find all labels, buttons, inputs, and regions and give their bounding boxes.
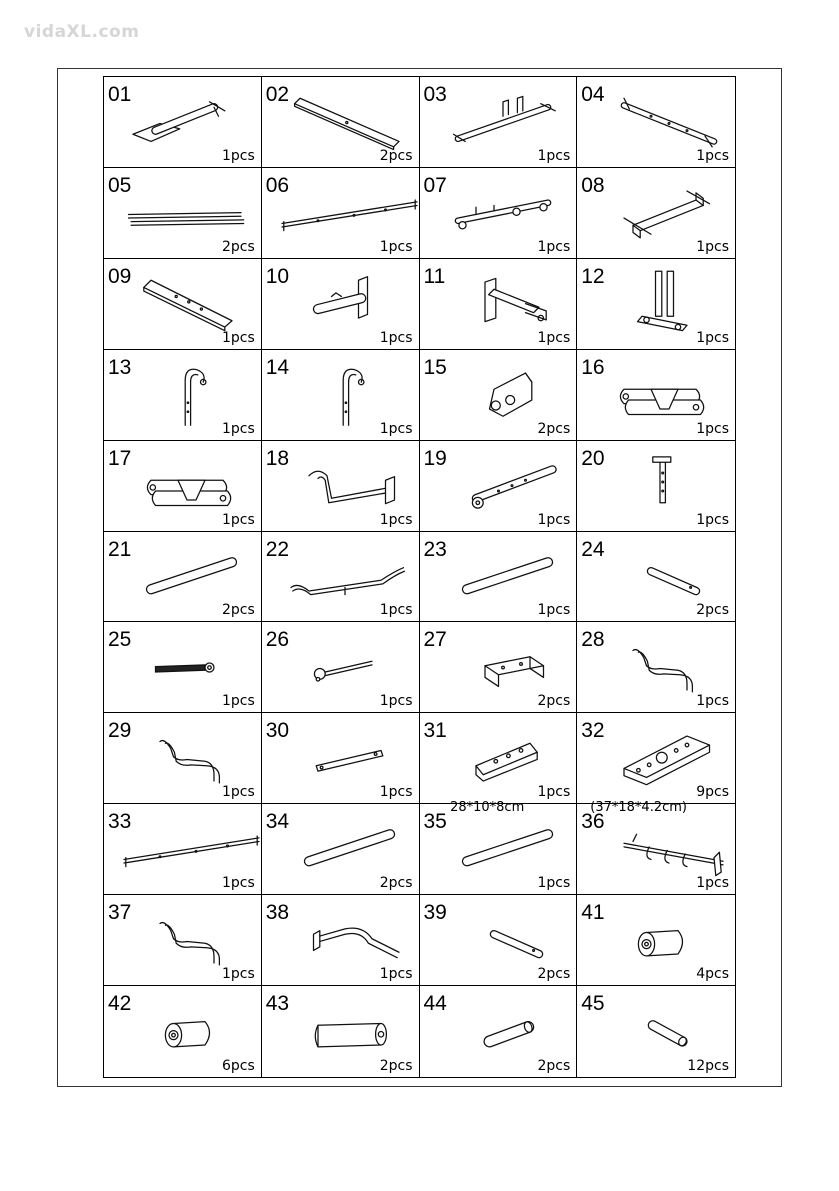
part-cell [577,622,735,713]
angle-bracket-icon [440,362,575,430]
part-cell [577,895,735,986]
part-number: 23 [423,537,447,561]
part-cell [262,622,420,713]
part-cell [104,622,262,713]
bent-tube-icon [124,725,259,793]
part-cell [420,168,578,259]
part-cell [104,168,262,259]
part-cell [262,168,420,259]
part-number: 35 [423,810,447,834]
part-number: 31 [423,719,447,743]
upright-post-icon [597,271,732,339]
part-number: 45 [581,992,605,1016]
part-quantity: 2pcs [537,420,571,437]
frame-with-brackets-icon [440,89,575,157]
part-quantity: 1pcs [379,420,413,437]
weight-plate-icon [597,725,732,793]
part-cell [262,986,420,1077]
part-cell [420,532,578,623]
part-quantity: 1pcs [696,693,729,710]
part-number: 42 [108,992,132,1016]
part-quantity: 1pcs [379,329,413,346]
part-cell [420,895,578,986]
long-rail-icon [124,816,259,884]
part-quantity: 1pcs [221,875,255,892]
part-cell [420,441,578,532]
part-cell [104,259,262,350]
part-cell [577,713,735,816]
bench-seat-frame-icon [124,89,259,157]
part-number: 03 [423,83,447,106]
part-quantity: 9pcs [696,784,729,801]
part-cell [577,350,735,441]
welded-bracket-icon [440,271,575,339]
part-cell [262,441,420,532]
part-cell [577,532,735,623]
part-quantity: 1pcs [221,420,255,437]
double-plate-bracket-icon [597,362,732,430]
part-cell [577,986,735,1077]
plate-with-tube-icon [282,271,417,339]
part-quantity: 1pcs [379,966,413,983]
square-tube-icon [124,271,259,339]
part-number: 28 [581,628,605,652]
part-quantity: 2pcs [696,602,729,619]
channel-bracket-icon [440,634,575,702]
part-dimensions: 28*10*8cm [450,800,525,816]
bent-tube-with-plate-icon [282,907,417,975]
part-quantity: 2pcs [537,693,571,710]
short-tube-icon [440,907,575,975]
foam-roller-long-icon [282,998,417,1066]
part-cell [577,804,735,895]
part-quantity: 1pcs [379,238,413,255]
part-cell [262,77,420,168]
part-quantity: 1pcs [537,602,571,619]
part-cell [262,804,420,895]
part-number: 16 [581,355,605,379]
part-number: 19 [423,446,447,470]
part-number: 08 [581,173,605,197]
part-number: 39 [423,901,447,925]
part-cell [262,532,420,623]
part-cell [420,350,578,441]
part-number: 37 [108,901,132,925]
bent-tube-icon [124,907,259,975]
hook-bar-icon [124,362,259,430]
part-quantity: 2pcs [221,602,255,619]
part-number: 29 [108,719,132,743]
part-quantity: 1pcs [379,602,413,619]
part-quantity: 1pcs [379,693,413,710]
part-cell [104,441,262,532]
part-cell [420,77,578,168]
part-cell [577,441,735,532]
parts-table [103,76,736,1078]
long-bracket-bar-icon [597,89,732,157]
part-number: 10 [265,264,290,288]
part-number: 05 [108,173,132,197]
square-frame-icon [597,180,732,248]
t-pin-icon [597,453,732,521]
part-number: 14 [265,355,290,379]
part-quantity: 4pcs [696,966,729,983]
foam-roller-icon [597,907,732,975]
part-quantity: 12pcs [687,1057,729,1074]
rail-with-rollers-icon [440,180,575,248]
part-quantity: 1pcs [537,238,571,255]
pad-block-icon [440,725,575,793]
vidaxl-logo: vidaXL.com [24,22,140,42]
part-cell [420,622,578,713]
part-quantity: 1pcs [379,511,413,528]
curved-bar-icon [282,544,417,612]
part-dimensions: (37*18*4.2cm) [590,800,687,816]
part-quantity: 1pcs [221,147,255,164]
part-quantity: 6pcs [221,1057,255,1074]
part-quantity: 1pcs [696,147,729,164]
part-cell [104,804,262,895]
part-quantity: 1pcs [537,875,571,892]
arm-with-pulley-icon [440,453,575,521]
tube-icon [440,544,575,612]
part-quantity: 1pcs [221,329,255,346]
bent-tube-icon [597,634,732,702]
part-quantity: 1pcs [696,329,729,346]
part-quantity: 1pcs [221,693,255,710]
part-number: 24 [581,537,605,561]
flat-bar-icon [282,89,417,157]
part-quantity: 1pcs [696,875,729,892]
part-quantity: 1pcs [221,966,255,983]
part-quantity: 1pcs [537,784,571,801]
part-number: 33 [108,810,132,834]
part-quantity: 2pcs [537,1057,571,1074]
part-number: 11 [423,264,446,288]
part-quantity: 1pcs [537,511,571,528]
part-cell [104,713,262,804]
part-quantity: 1pcs [537,147,571,164]
part-number: 43 [265,992,290,1016]
part-cell [577,259,735,350]
part-number: 34 [265,810,290,834]
pop-pin-icon [282,634,417,702]
part-cell [577,77,735,168]
part-quantity: 2pcs [379,147,413,164]
part-number: 12 [581,264,605,288]
part-number: 17 [108,446,132,470]
part-quantity: 1pcs [696,238,729,255]
part-quantity: 1pcs [221,511,255,528]
part-number: 15 [423,355,447,379]
part-quantity: 1pcs [696,420,729,437]
part-number: 38 [265,901,290,925]
thin-rods-icon [124,180,259,248]
curved-handle-icon [282,453,417,521]
part-cell [104,895,262,986]
part-cell [104,532,262,623]
part-cell [262,713,420,804]
part-number: 20 [581,446,605,470]
part-number: 36 [581,810,605,834]
part-quantity: 2pcs [379,1057,413,1074]
part-number: 26 [265,628,290,652]
part-quantity: 2pcs [379,875,413,892]
part-number: 13 [108,355,132,379]
part-number: 04 [581,83,605,106]
part-cell [262,350,420,441]
hook-rack-icon [597,816,732,884]
part-number: 41 [581,901,605,925]
part-number: 27 [423,628,447,652]
tube-icon [282,816,417,884]
hook-bar-icon [282,362,417,430]
part-number: 44 [423,992,447,1016]
part-number: 22 [265,537,290,561]
part-number: 18 [265,446,290,470]
tube-icon [124,544,259,612]
part-cell [420,259,578,350]
part-number: 07 [423,173,447,197]
part-cell [104,350,262,441]
sleeve-small-icon [597,998,732,1066]
long-rail-icon [282,180,417,248]
part-number: 06 [265,173,290,197]
part-quantity: 1pcs [696,511,729,528]
part-cell [262,895,420,986]
part-cell [420,713,578,816]
part-cell [420,986,578,1077]
part-number: 01 [108,83,132,106]
part-cell [577,168,735,259]
bolt-icon [124,634,259,702]
part-cell [420,804,578,895]
part-quantity: 1pcs [221,784,255,801]
part-cell [104,986,262,1077]
sleeve-icon [440,998,575,1066]
foam-roller-icon [124,998,259,1066]
part-cell [262,259,420,350]
part-quantity: 1pcs [379,784,413,801]
tube-icon [440,816,575,884]
part-quantity: 2pcs [221,238,255,255]
part-number: 09 [108,264,132,288]
part-quantity: 1pcs [537,329,571,346]
part-cell [104,77,262,168]
part-number: 32 [581,719,605,743]
part-number: 30 [265,719,290,743]
double-plate-bracket-icon [124,453,259,521]
flat-plate-icon [282,725,417,793]
part-number: 21 [108,537,132,561]
part-number: 02 [265,83,290,106]
part-number: 25 [108,628,132,652]
part-quantity: 2pcs [537,966,571,983]
short-tube-icon [597,544,732,612]
